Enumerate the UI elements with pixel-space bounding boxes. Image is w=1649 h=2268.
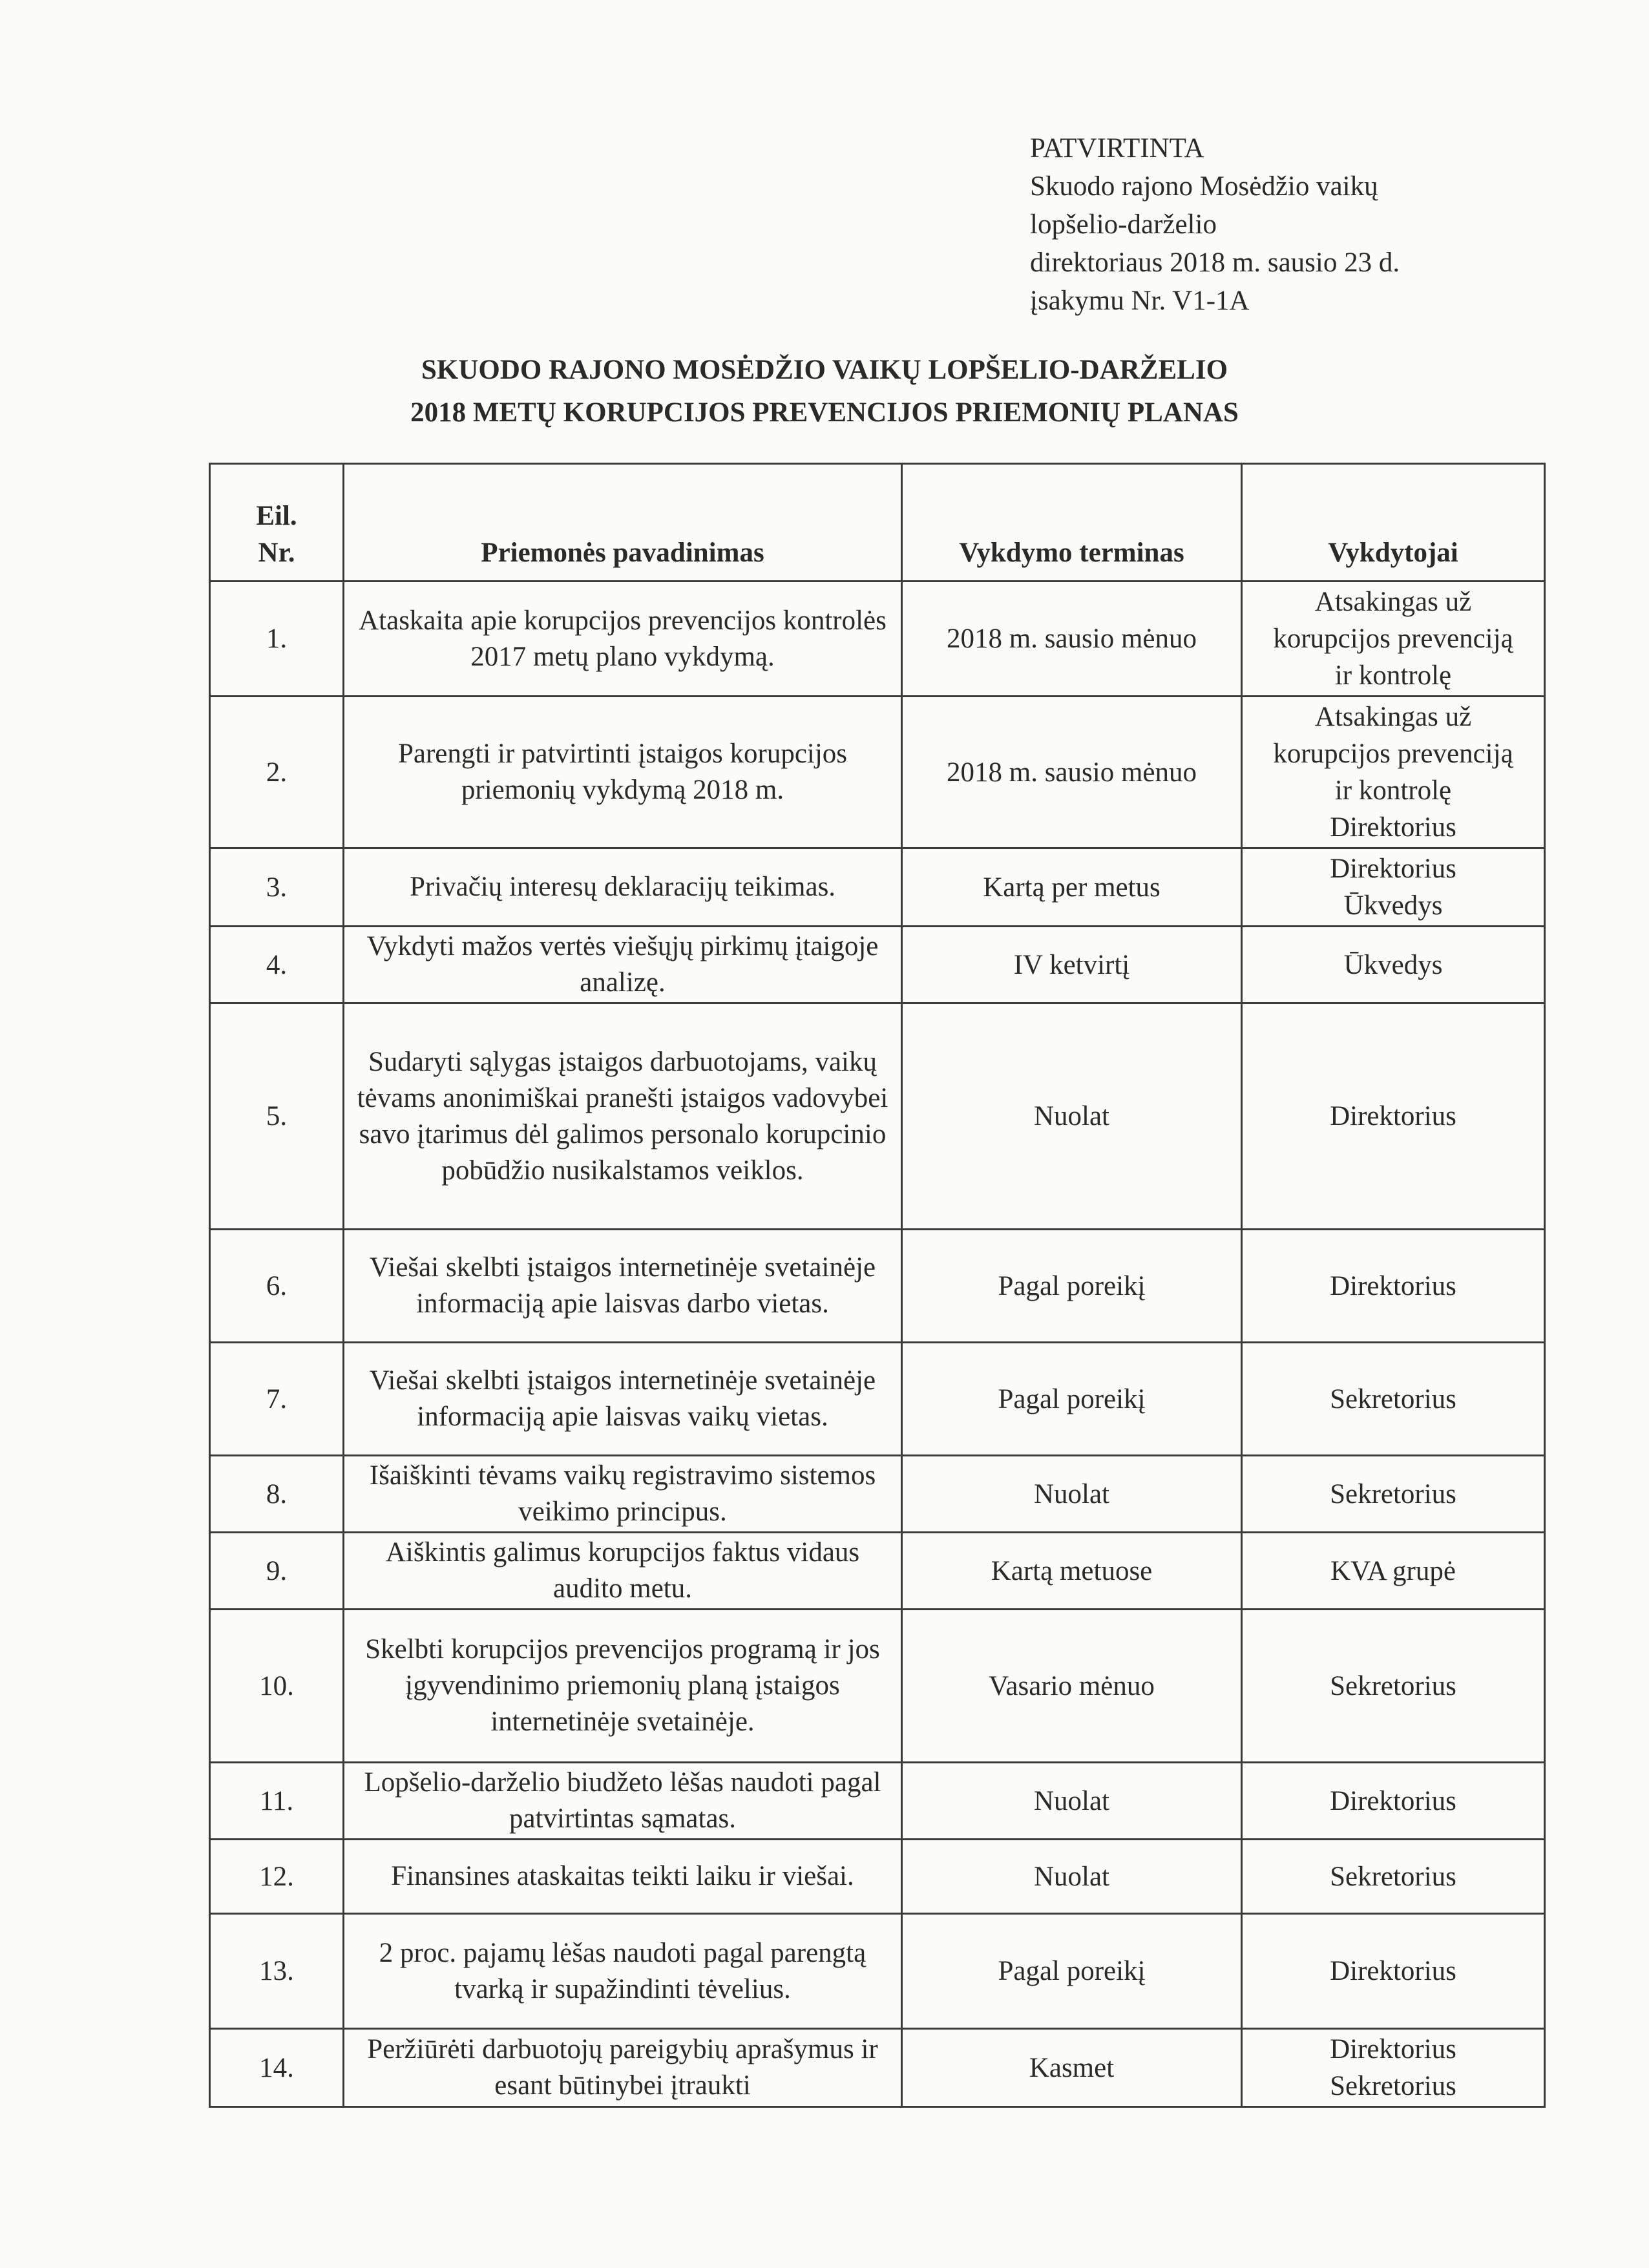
executor xyxy=(1242,1003,1545,1230)
row-number: 14. xyxy=(210,2029,344,2107)
execution-term: Nuolat xyxy=(902,1456,1242,1533)
row-number: 1. xyxy=(210,582,344,697)
executor-line: Ūkvedys xyxy=(1343,890,1443,921)
plan-body xyxy=(210,582,1545,2107)
execution-term: Pagal poreikį xyxy=(902,1343,1242,1456)
executor-line: korupcijos prevenciją xyxy=(1273,624,1513,654)
measure-name: Aiškintis galimus korupcijos faktus vidaus audito metu. xyxy=(344,1533,902,1610)
execution-term: Kasmet xyxy=(902,2029,1242,2107)
measure-name: Išaiškinti tėvams vaikų registravimo sistemos veikimo principus. xyxy=(344,1456,902,1533)
execution-term: Pagal poreikį xyxy=(902,1230,1242,1343)
approval-line: PATVIRTINTA xyxy=(1030,133,1204,163)
executor-line: Direktorius xyxy=(1330,812,1456,843)
execution-term: IV ketvirtį xyxy=(902,927,1242,1003)
executor xyxy=(1242,1230,1545,1343)
executor-line: KVA grupė xyxy=(1330,1555,1456,1586)
measure-name: Lopšelio-darželio biudžeto lėšas naudoti pagal patvirtintas sąmatas. xyxy=(344,1763,902,1840)
table-row xyxy=(210,1610,1545,1763)
row-number: 12. xyxy=(210,1840,344,1914)
executor-line: Sekretorius xyxy=(1330,2071,1456,2101)
header-executor: Vykdytojai xyxy=(1242,464,1545,582)
executor xyxy=(1242,927,1545,1003)
execution-term: Kartą per metus xyxy=(902,848,1242,927)
executor-line: korupcijos prevenciją xyxy=(1273,739,1513,769)
measure-name: Skelbti korupcijos prevencijos programą ir jos įgyvendinimo priemonių planą įstaigos internetinėje svetainėje. xyxy=(344,1610,902,1763)
executor xyxy=(1242,697,1545,848)
executor-line: Sekretorius xyxy=(1330,1478,1456,1509)
executor-line: Atsakingas už xyxy=(1314,587,1472,617)
approval-line: įsakymu Nr. V1-1A xyxy=(1030,286,1250,316)
row-number: 2. xyxy=(210,697,344,848)
executor-line: Ūkvedys xyxy=(1343,949,1443,980)
table-row xyxy=(210,848,1545,927)
executor xyxy=(1242,1840,1545,1914)
row-number: 10. xyxy=(210,1610,344,1763)
table-row xyxy=(210,1914,1545,2029)
row-number: 5. xyxy=(210,1003,344,1230)
execution-term: 2018 m. sausio mėnuo xyxy=(902,697,1242,848)
header-name: Priemonės pavadinimas xyxy=(344,464,902,582)
plan-table xyxy=(209,463,1546,2108)
executor-line: Sekretorius xyxy=(1330,1383,1456,1414)
execution-term: Kartą metuose xyxy=(902,1533,1242,1610)
executor-line: Direktorius xyxy=(1330,854,1456,884)
executor-line: Direktorius xyxy=(1330,1101,1456,1131)
executor xyxy=(1242,582,1545,697)
measure-name: Peržiūrėti darbuotojų pareigybių aprašymus ir esant būtinybei įtraukti xyxy=(344,2029,902,2107)
table-row xyxy=(210,697,1545,848)
header-nr-line-1: Eil. xyxy=(256,501,297,531)
executor xyxy=(1242,1914,1545,2029)
execution-term: Pagal poreikį xyxy=(902,1914,1242,2029)
row-number: 8. xyxy=(210,1456,344,1533)
executor xyxy=(1242,1533,1545,1610)
executor xyxy=(1242,848,1545,927)
execution-term: Vasario mėnuo xyxy=(902,1610,1242,1763)
approval-line: direktoriaus 2018 m. sausio 23 d. xyxy=(1030,247,1400,278)
header-row xyxy=(210,464,1545,582)
row-number: 3. xyxy=(210,848,344,927)
table-row xyxy=(210,1533,1545,1610)
execution-term: Nuolat xyxy=(902,1763,1242,1840)
executor-line: Direktorius xyxy=(1330,1785,1456,1816)
table-row xyxy=(210,1763,1545,1840)
measure-name: Sudaryti sąlygas įstaigos darbuotojams, vaikų tėvams anonimiškai pranešti įstaigos vadovybei savo įtarimus dėl galimos personalo korupcinio pobūdžio nusikalstamos veiklos. xyxy=(344,1003,902,1230)
measure-name: Viešai skelbti įstaigos internetinėje svetainėje informaciją apie laisvas darbo vietas. xyxy=(344,1230,902,1343)
executor-line: Atsakingas už xyxy=(1314,702,1472,732)
row-number: 9. xyxy=(210,1533,344,1610)
measure-name: Parengti ir patvirtinti įstaigos korupcijos priemonių vykdymą 2018 m. xyxy=(344,697,902,848)
measure-name: 2 proc. pajamų lėšas naudoti pagal parengtą tvarką ir supažindinti tėvelius. xyxy=(344,1914,902,2029)
measure-name: Privačių interesų deklaracijų teikimas. xyxy=(344,848,902,927)
table-row xyxy=(210,1003,1545,1230)
row-number: 4. xyxy=(210,927,344,1003)
executor-line: Direktorius xyxy=(1330,1270,1456,1301)
header-nr xyxy=(210,464,344,582)
table-row xyxy=(210,582,1545,697)
measure-name: Ataskaita apie korupcijos prevencijos kontrolės 2017 metų plano vykdymą. xyxy=(344,582,902,697)
executor xyxy=(1242,1763,1545,1840)
header-term: Vykdymo terminas xyxy=(902,464,1242,582)
row-number: 11. xyxy=(210,1763,344,1840)
row-number: 13. xyxy=(210,1914,344,2029)
approval-block xyxy=(1030,129,1560,320)
table-row xyxy=(210,1840,1545,1914)
row-number: 7. xyxy=(210,1343,344,1456)
executor-line: ir kontrolę xyxy=(1334,775,1452,806)
executor xyxy=(1242,1343,1545,1456)
executor xyxy=(1242,1456,1545,1533)
title-line-1: SKUODO RAJONO MOSĖDŽIO VAIKŲ LOPŠELIO-DARŽELIO xyxy=(421,355,1228,385)
table-row xyxy=(210,927,1545,1003)
execution-term: 2018 m. sausio mėnuo xyxy=(902,582,1242,697)
table-row xyxy=(210,2029,1545,2107)
execution-term: Nuolat xyxy=(902,1003,1242,1230)
executor xyxy=(1242,2029,1545,2107)
header-nr-line-2: Nr. xyxy=(258,538,295,568)
measure-name: Vykdyti mažos vertės viešųjų pirkimų įtaigoje analizę. xyxy=(344,927,902,1003)
title-line-2: 2018 METŲ KORUPCIJOS PREVENCIJOS PRIEMONIŲ PLANAS xyxy=(410,397,1239,428)
row-number: 6. xyxy=(210,1230,344,1343)
executor xyxy=(1242,1610,1545,1763)
document-title xyxy=(0,349,1649,434)
approval-line: Skuodo rajono Mosėdžio vaikų xyxy=(1030,171,1378,202)
measure-name: Viešai skelbti įstaigos internetinėje svetainėje informaciją apie laisvas vaikų vietas. xyxy=(344,1343,902,1456)
approval-line: lopšelio-darželio xyxy=(1030,209,1217,240)
execution-term: Nuolat xyxy=(902,1840,1242,1914)
executor-line: Direktorius xyxy=(1330,1956,1456,1986)
executor-line: Sekretorius xyxy=(1330,1670,1456,1701)
executor-line: Direktorius xyxy=(1330,2034,1456,2064)
executor-line: Sekretorius xyxy=(1330,1861,1456,1892)
table-row xyxy=(210,1456,1545,1533)
executor-line: ir kontrolę xyxy=(1334,660,1452,691)
table-row xyxy=(210,1230,1545,1343)
measure-name: Finansines ataskaitas teikti laiku ir viešai. xyxy=(344,1840,902,1914)
table-row xyxy=(210,1343,1545,1456)
